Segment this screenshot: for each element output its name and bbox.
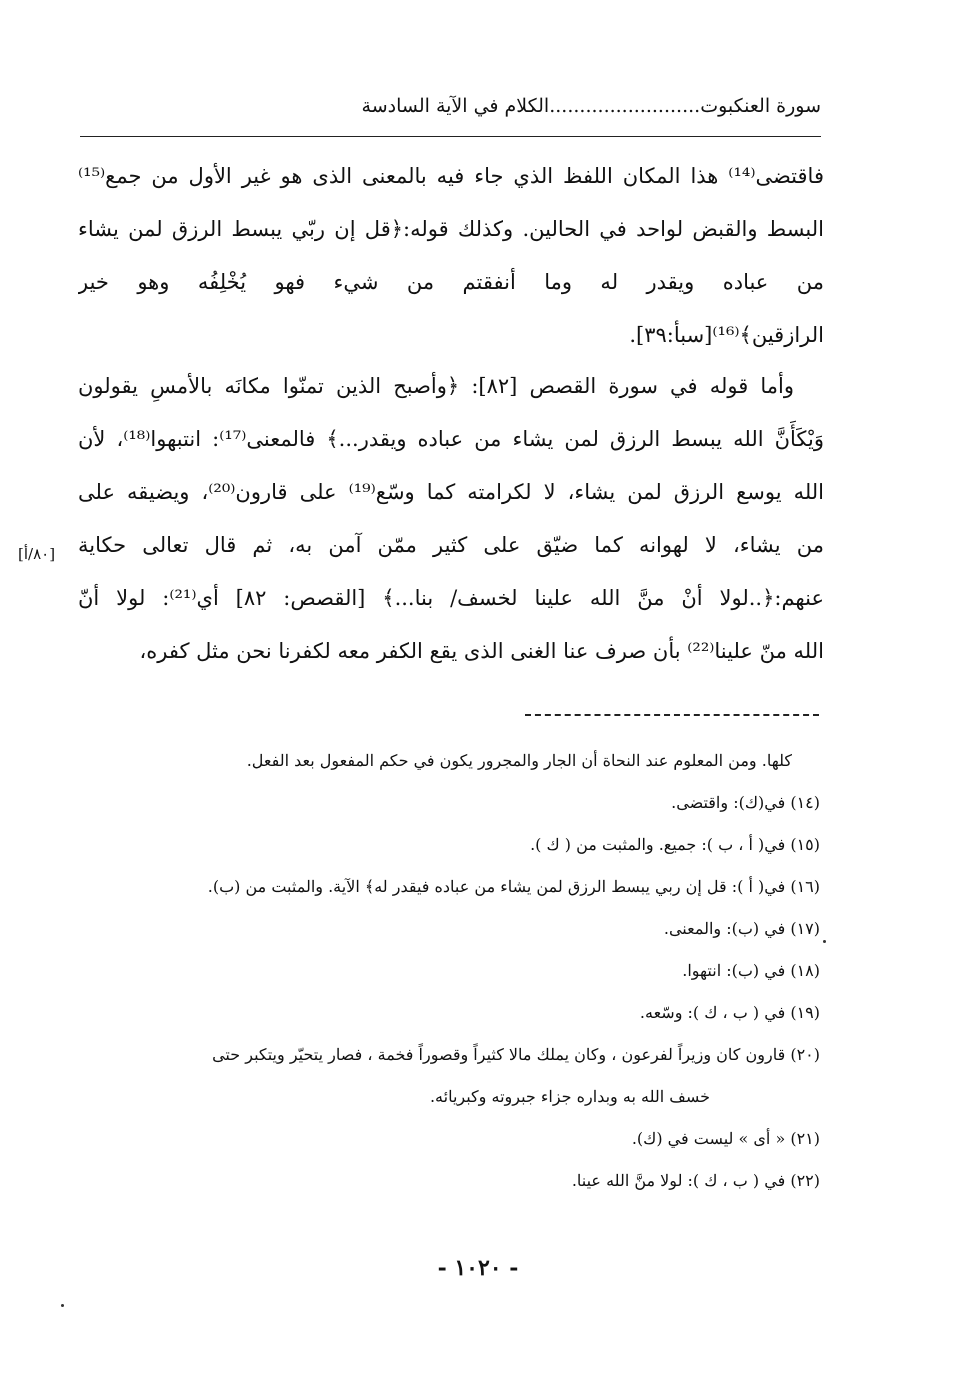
header-rule (80, 136, 821, 137)
text-line: الله يوسع الرزق لمن يشاء، لا لكرامته كما وسّع⁽¹⁹⁾ على قارون⁽²⁰⁾، ويضيقه على (78, 480, 824, 504)
running-header: سورة العنكبوت.........................الكلام في الآية السادسة (361, 95, 821, 117)
text-line: من يشاء، لا لهوانه كما ضيّق على كثير ممّن آمن به، ثم قال تعالى حكاية (78, 533, 824, 557)
footnote-22: (٢٢) في ( ب ، ك ): لولا منَّ الله عينا. (571, 1171, 820, 1190)
footnote-continuation: كلها. ومن المعلوم عند النحاة أن الجار والمجرور يكون في حكم المفعول بعد الفعل. (246, 751, 792, 770)
footnote-18: (١٨) في (ب): انتهوا. (682, 961, 820, 980)
text-line: البسط والقبض لواحد في الحالين. وكذلك قوله:﴿قل إن ربّي يبسط الرزق لمن يشاء (78, 217, 824, 241)
paragraph-1 (78, 150, 824, 362)
footnote-14: (١٤) في(ك): واقتضى. (671, 793, 820, 812)
text-line: الرازقين﴾⁽¹⁶⁾[سبأ:٣٩]. (629, 323, 824, 347)
text-line: فاقتضى⁽¹⁴⁾ هذا المكان اللفظ الذي جاء فيه بالمعنى الذى هو غير الأول من جمع⁽¹⁵⁾ (78, 164, 824, 188)
text-line: وَيْكَأَنَّ الله يبسط الرزق لمن يشاء من عباده ويقدر...﴾ فالمعنى⁽¹⁷⁾: انتبهوا⁽¹⁸⁾، لأن (78, 427, 824, 451)
text-line: عنهم:﴿..لولا أنْ منَّ الله علينا لخسف/ بنا...﴾ [القصص: ٨٢] أي⁽²¹⁾: لولا أنّ (78, 586, 824, 610)
scan-speck (61, 1304, 64, 1307)
footnotes (70, 740, 820, 1202)
footnote-20-continuation: خسف الله به وبداره جزاء جبروته وكبريائه. (429, 1087, 710, 1106)
manuscript-folio-marker: [٨٠/أ] (18, 545, 56, 563)
footnote-separator (525, 714, 819, 716)
footnote-19: (١٩) في ( ب ، ك ): وسّعه. (639, 1003, 820, 1022)
footnote-20: (٢٠) قارون كان وزيراً لفرعون ، وكان يملك مالا كثيراً وقصوراً فخمة ، فصار يتحيّر ويتكبر حتى (212, 1045, 820, 1064)
footnote-21: (٢١) « أى » ليست في (ك). (631, 1129, 820, 1148)
paragraph-2 (78, 360, 824, 678)
footnote-16: (١٦) في( أ ): قل إن ربي يبسط الرزق لمن يشاء من عباده فيقدر له﴾ الآية. والمثبت من (ب). (207, 877, 820, 896)
footnote-15: (١٥) في( أ ، ب ): جميع. والمثبت من ( ك ). (530, 835, 820, 854)
text-line: وأما قوله في سورة القصص [٨٢]: ﴿وأصبح الذين تمنّوا مكانَه بالأمسِ يقولون (78, 374, 794, 398)
text-line: الله منّ علينا⁽²²⁾ بأن صرف عنا الغنى الذى يقع الكفر معه لكفرنا نحن مثل كفره، (139, 639, 824, 663)
scan-speck (823, 940, 826, 943)
footnote-17: (١٧) في (ب): والمعنى. (663, 919, 820, 938)
text-line: من عباده ويقدر له وما أنفقتم من شيء فهو يُخْلِفُه وهو خير (78, 270, 824, 294)
page-number: - ١٠٢٠ - (437, 1255, 519, 1281)
